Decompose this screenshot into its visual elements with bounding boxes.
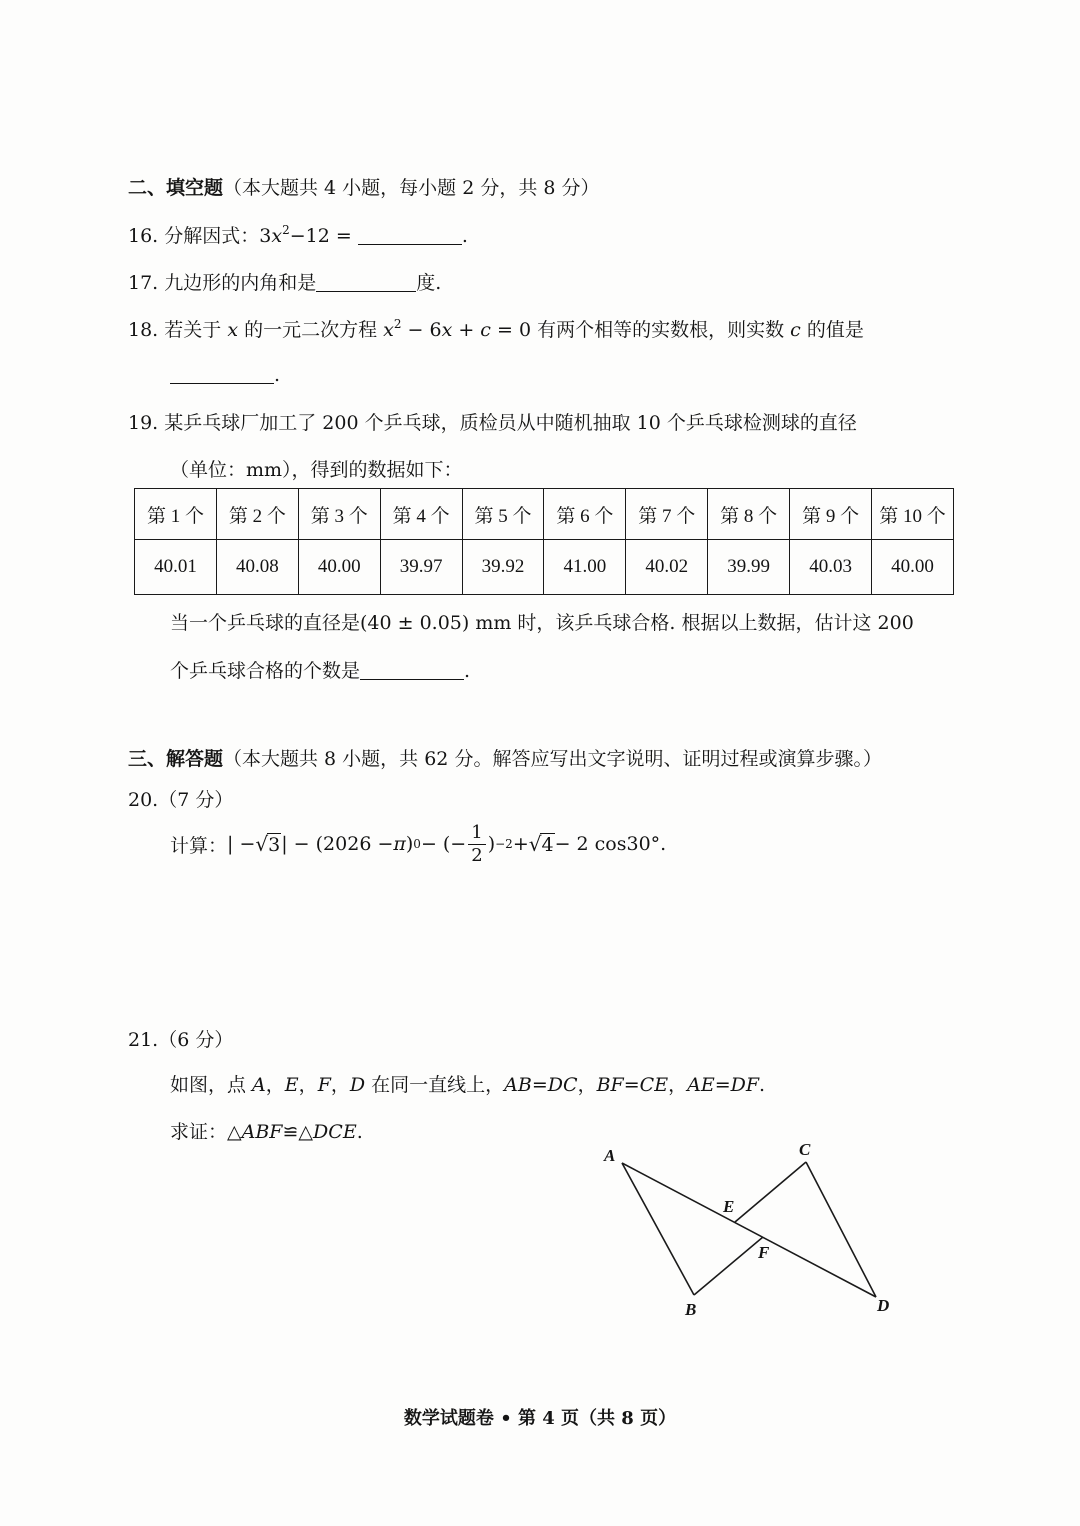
q20-label: 计算：	[170, 834, 228, 857]
sqrt-icon: √	[255, 832, 269, 856]
q17-number: 17.	[128, 272, 159, 294]
q21-t20: DF	[730, 1074, 760, 1096]
q21-t18: AE	[687, 1074, 715, 1096]
q21-t16: CE	[639, 1074, 669, 1096]
q20-plus: +	[512, 833, 529, 855]
q21-t12: DC	[547, 1074, 578, 1096]
q21-t19: =	[714, 1074, 731, 1096]
q20-radicand-3: 3	[268, 833, 281, 856]
q21-t6: F	[317, 1074, 331, 1096]
point-label-d: D	[877, 1296, 890, 1315]
q18-answer-blank[interactable]	[170, 365, 274, 384]
q20-frac-den: 2	[471, 844, 483, 866]
section-2-heading	[128, 173, 600, 200]
q19-header-cell: 第 3 个	[298, 489, 380, 540]
q19-header-cell: 第 2 个	[216, 489, 298, 540]
q19-value-cell: 40.03	[790, 540, 872, 595]
q16-answer-blank[interactable]	[358, 226, 462, 245]
q19-value-cell: 40.00	[298, 540, 380, 595]
q21-t8: D	[349, 1074, 366, 1096]
q18-eq-mid: − 6	[401, 319, 442, 341]
q19-line-1: 某乒乓球厂加工了 200 个乒乓球，质检员从中随机抽取 10 个乒乓球检测球的直径	[164, 412, 857, 434]
section-3-title: 三、解答题	[128, 748, 224, 770]
q18-eq-x: x	[383, 319, 394, 341]
question-17	[128, 268, 441, 295]
q21-geometry-figure	[590, 1135, 910, 1325]
q20-tail: − 2 cos30°.	[554, 833, 667, 855]
q21-number: 21.	[128, 1029, 159, 1051]
q16-number: 16.	[128, 225, 159, 247]
q21-line-1	[170, 1070, 765, 1097]
question-19	[128, 408, 857, 435]
point-label-f: F	[758, 1243, 770, 1262]
q18-text-2: 的一元二次方程	[238, 319, 384, 341]
section-3-heading	[128, 744, 882, 771]
q18-eq-x2: x	[441, 319, 453, 341]
q21-t5: ，	[298, 1074, 318, 1096]
q19-header-cell: 第 8 个	[708, 489, 790, 540]
sqrt-icon: √	[528, 832, 542, 856]
q18-eq-exp: 2	[393, 317, 402, 331]
q18-eq-plus: +	[452, 319, 481, 341]
q18-var-c: c	[790, 319, 801, 341]
q19-answer-blank[interactable]	[360, 661, 464, 680]
q19-header-cell: 第 1 个	[135, 489, 217, 540]
q18-number: 18.	[128, 319, 159, 341]
q19-line-3: 当一个乒乓球的直径是(40 ± 0.05) mm 时，该乒乓球合格. 根据以上数据，估计这 200	[170, 612, 914, 634]
q17-before: 九边形的内角和是	[164, 272, 317, 294]
q21-tri-1: ABF	[241, 1121, 283, 1143]
q20-frac-num: 1	[468, 822, 485, 845]
section-2-title: 二、填空题	[128, 177, 224, 199]
q18-text-1: 若关于	[164, 319, 228, 341]
q21-tri-2: DCE	[313, 1121, 357, 1143]
q20-expression: 计算： | − √ 3 | − (2026 − π ) 0 − (− $\frac{1}{2}$ ) −2 + √ 4 − 2 cos30°.	[170, 821, 667, 866]
q20-pi: π	[393, 833, 406, 855]
q20-abs-right: | − (2026 −	[281, 833, 394, 855]
segment-bf	[694, 1237, 763, 1295]
q19-data-table	[134, 488, 954, 595]
point-label-e: E	[723, 1197, 735, 1216]
q18-eq-c: c	[480, 319, 491, 341]
q19-value-cell: 40.02	[626, 540, 708, 595]
q19-header-cell: 第 6 个	[544, 489, 626, 540]
section-2-note: （本大题共 4 小题，每小题 2 分，共 8 分）	[223, 177, 600, 199]
q18-eq-end: = 0	[490, 319, 532, 341]
section-3-note: （本大题共 8 小题，共 62 分。解答应写出文字说明、证明过程或演算步骤。）	[223, 748, 882, 770]
q20-fraction	[468, 822, 485, 867]
q21-line-2	[170, 1117, 363, 1144]
segment-ad	[622, 1163, 876, 1297]
q16-var: x	[271, 225, 283, 247]
q20-number: 20.	[128, 789, 159, 811]
q20-abs-left: | −	[227, 833, 256, 855]
q19-header-cell: 第 5 个	[462, 489, 544, 540]
segment-ec	[735, 1162, 806, 1222]
q18-text-3: 有两个相等的实数根，则实数	[531, 319, 791, 341]
q21-t9: 在同一直线上，	[365, 1074, 505, 1096]
page-footer: 数学试题卷 • 第 4 页（共 8 页）	[403, 1408, 677, 1429]
q21-t7: ，	[330, 1074, 350, 1096]
q19-value-cell: 40.08	[216, 540, 298, 595]
q21-congruent: ≌△	[282, 1121, 314, 1143]
q21-period: .	[356, 1121, 363, 1143]
q18-var-x: x	[227, 319, 239, 341]
q19-header-row	[135, 489, 954, 540]
q17-after: 度.	[416, 272, 442, 294]
q21-t1: 如图，点	[170, 1074, 253, 1096]
q20-score: （7 分）	[158, 789, 234, 811]
q21-t2: A	[252, 1074, 266, 1096]
q16-text: 分解因式：	[164, 225, 260, 247]
q19-line-4: 个乒乓球合格的个数是	[170, 660, 361, 682]
point-label-a: A	[604, 1146, 616, 1165]
q21-score: （6 分）	[158, 1029, 234, 1051]
q16-exp: 2	[282, 223, 290, 237]
q19-line-2: （单位：mm），得到的数据如下：	[170, 459, 463, 481]
q17-answer-blank[interactable]	[316, 273, 416, 292]
q21-t11: =	[531, 1074, 548, 1096]
q19-header-cell: 第 4 个	[380, 489, 462, 540]
q16-coef: 3	[259, 225, 272, 247]
q19-value-cell: 39.92	[462, 540, 544, 595]
q18-answer-line: .	[170, 364, 280, 386]
q21-t13: ，	[577, 1074, 597, 1096]
q20-close: )	[487, 833, 496, 855]
q19-value-row	[135, 540, 954, 595]
q21-prove-label: 求证：△	[170, 1121, 242, 1143]
q19-number: 19.	[128, 412, 159, 434]
q21-t10: AB	[504, 1074, 532, 1096]
q19-header-cell: 第 7 个	[626, 489, 708, 540]
q20-paren-close: )	[405, 833, 414, 855]
q21-t21: .	[759, 1074, 766, 1096]
question-21	[128, 1025, 233, 1052]
q21-t4: E	[284, 1074, 299, 1096]
q21-t3: ，	[265, 1074, 285, 1096]
q20-radicand-4: 4	[541, 833, 554, 856]
q20-minus-open: − (−	[420, 833, 467, 855]
q19-value-cell: 40.00	[872, 540, 954, 595]
q19-line-4-wrap: 个乒乓球合格的个数是 .	[170, 660, 471, 682]
q19-header-cell: 第 9 个	[790, 489, 872, 540]
q19-value-cell: 41.00	[544, 540, 626, 595]
q19-value-cell: 39.97	[380, 540, 462, 595]
q21-t15: =	[623, 1074, 640, 1096]
point-label-b: B	[685, 1300, 697, 1319]
q16-rest: −12 =	[289, 225, 352, 247]
question-16: 16. 分解因式：$3x^2-12$ = .	[128, 223, 468, 247]
q19-value-cell: 40.01	[135, 540, 217, 595]
point-label-c: C	[799, 1140, 811, 1159]
q18-text-4: 的值是	[800, 319, 864, 341]
question-20	[128, 785, 233, 812]
q19-value-cell: 39.99	[708, 540, 790, 595]
q21-t14: BF	[596, 1074, 624, 1096]
q21-t17: ，	[668, 1074, 688, 1096]
segment-cd	[806, 1162, 876, 1297]
q19-header-cell: 第 10 个	[872, 489, 954, 540]
question-18	[128, 315, 864, 342]
